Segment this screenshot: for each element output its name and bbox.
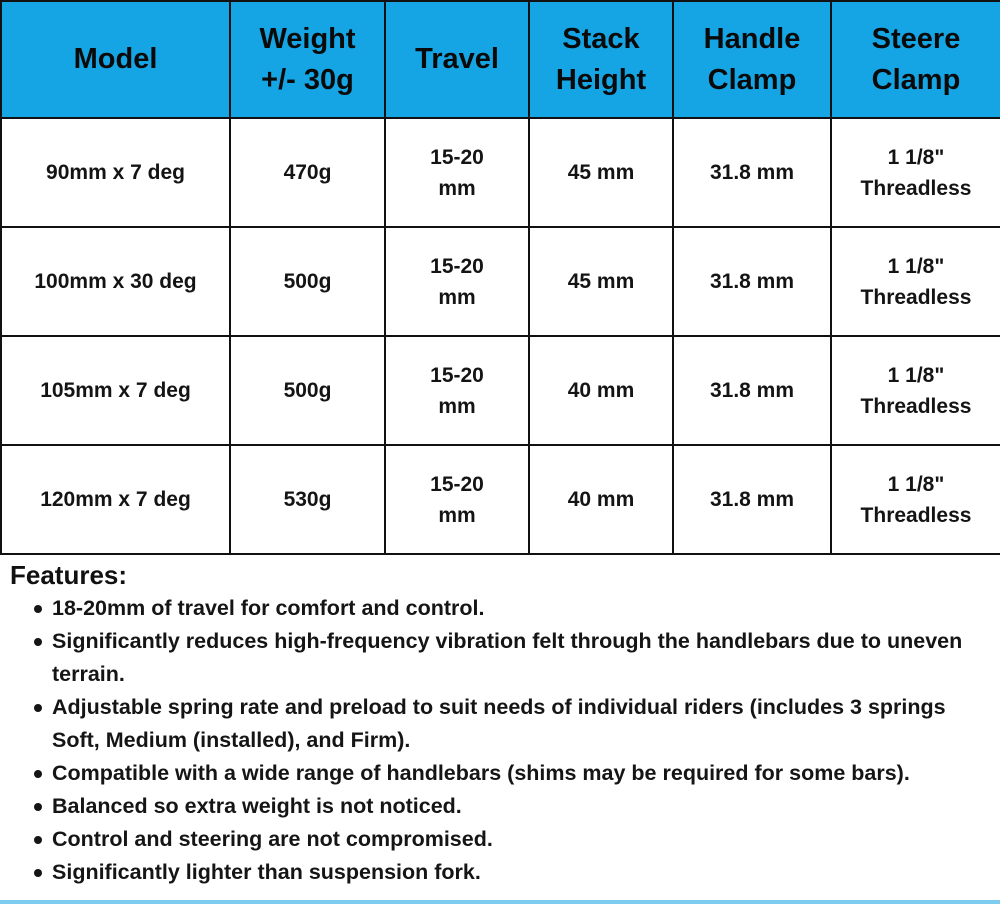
table-row	[1, 227, 1000, 336]
bullet-icon	[34, 836, 42, 844]
features-title: Features:	[10, 560, 128, 590]
table-row	[1, 118, 1000, 227]
list-item: Significantly lighter than suspension fork.	[34, 856, 995, 889]
cell-handle-clamp: 31.8 mm	[673, 445, 831, 554]
cell-travel: 15-20 mm	[385, 445, 529, 554]
cell-weight: 500g	[230, 227, 385, 336]
list-item: Compatible with a wide range of handlebars (shims may be required for some bars).	[34, 757, 995, 790]
bullet-icon	[34, 638, 42, 646]
header-stack-height: Stack Height	[529, 1, 673, 118]
table-row	[1, 336, 1000, 445]
header-steerer-clamp: Steere Clamp	[831, 1, 1000, 118]
header-handle-clamp: Handle Clamp	[673, 1, 831, 118]
cell-steerer-clamp: 1 1/8" Threadless	[831, 336, 1000, 445]
cell-handle-clamp: 31.8 mm	[673, 227, 831, 336]
features-list	[10, 592, 995, 889]
table-header-row	[1, 1, 1000, 118]
header-model: Model	[1, 1, 230, 118]
list-item: Balanced so extra weight is not noticed.	[34, 790, 995, 823]
bullet-icon	[34, 803, 42, 811]
cell-stack-height: 45 mm	[529, 118, 673, 227]
table-row	[1, 445, 1000, 554]
cell-stack-height: 40 mm	[529, 336, 673, 445]
cell-weight: 470g	[230, 118, 385, 227]
header-weight: Weight +/- 30g	[230, 1, 385, 118]
cell-stack-height: 40 mm	[529, 445, 673, 554]
list-item: Control and steering are not compromised.	[34, 823, 995, 856]
cell-weight: 530g	[230, 445, 385, 554]
cell-handle-clamp: 31.8 mm	[673, 336, 831, 445]
cell-model: 120mm x 7 deg	[1, 445, 230, 554]
cell-steerer-clamp: 1 1/8" Threadless	[831, 227, 1000, 336]
cell-travel: 15-20 mm	[385, 118, 529, 227]
bullet-icon	[34, 704, 42, 712]
cell-travel: 15-20 mm	[385, 336, 529, 445]
header-travel: Travel	[385, 1, 529, 118]
bullet-icon	[34, 770, 42, 778]
cell-model: 105mm x 7 deg	[1, 336, 230, 445]
list-item: Significantly reduces high-frequency vibration felt through the handlebars due to uneven terrain.	[34, 625, 995, 691]
cell-steerer-clamp: 1 1/8" Threadless	[831, 445, 1000, 554]
cell-stack-height: 45 mm	[529, 227, 673, 336]
cell-model: 100mm x 30 deg	[1, 227, 230, 336]
cell-steerer-clamp: 1 1/8" Threadless	[831, 118, 1000, 227]
list-item: 18-20mm of travel for comfort and control.	[34, 592, 995, 625]
cell-handle-clamp: 31.8 mm	[673, 118, 831, 227]
list-item: Adjustable spring rate and preload to suit needs of individual riders (includes 3 springs Soft, Medium (installed), and Firm).	[34, 691, 995, 757]
cell-model: 90mm x 7 deg	[1, 118, 230, 227]
cell-travel: 15-20 mm	[385, 227, 529, 336]
bullet-icon	[34, 605, 42, 613]
bullet-icon	[34, 869, 42, 877]
cell-weight: 500g	[230, 336, 385, 445]
bottom-divider	[0, 900, 1000, 904]
features-section	[10, 558, 995, 889]
